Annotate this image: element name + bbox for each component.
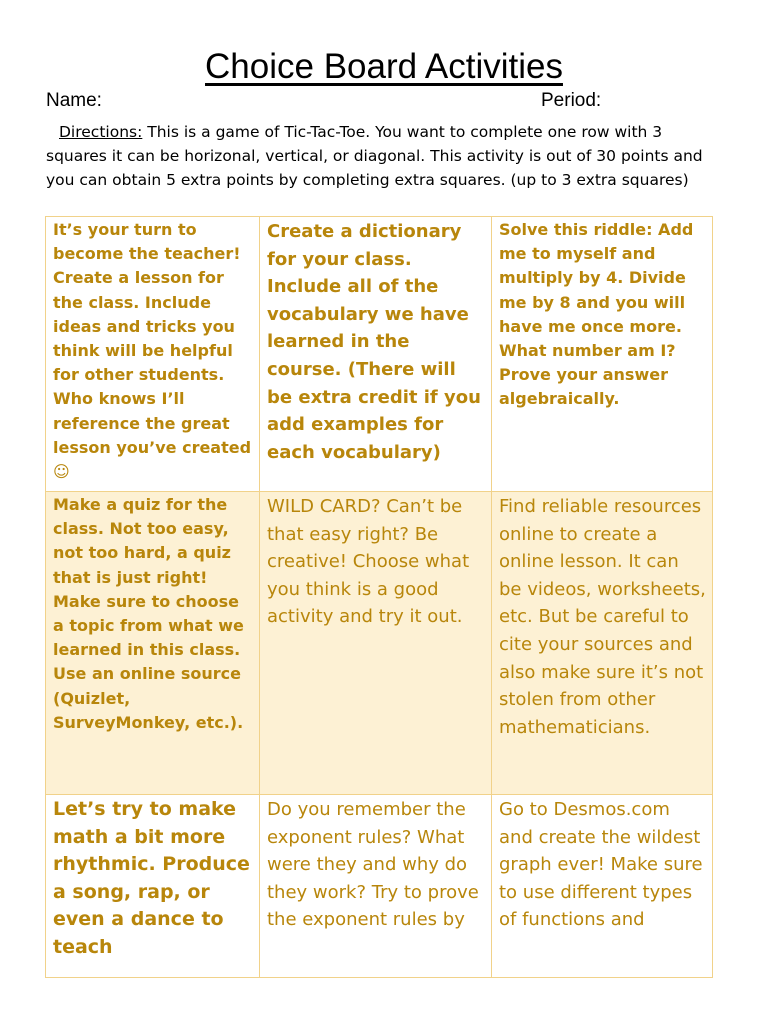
directions-paragraph bbox=[46, 120, 726, 192]
board-row-3 bbox=[46, 795, 713, 978]
square-r1-c1-text: It’s your turn to become the teacher! Create a lesson for the class. Include ideas and tricks you think will be helpful for other students. Who knows I’ll reference the great lesson you’ve created ☺ bbox=[53, 220, 252, 482]
square-r1-c2-text: Create a dictionary for your class. Include all of the vocabulary we have learned in the course. (There will be extra credit if you add examples for each vocabulary) bbox=[267, 221, 481, 463]
square-r2-c3 bbox=[492, 492, 713, 795]
square-r3-c1-text: Let’s try to make math a bit more rhythmic. Produce a song, rap, or even a dance to teach bbox=[53, 798, 250, 958]
page-title: Choice Board Activities bbox=[205, 47, 563, 86]
square-r3-c2 bbox=[260, 795, 492, 978]
board-row-1 bbox=[46, 217, 713, 492]
square-r3-c1 bbox=[46, 795, 260, 978]
directions-text: This is a game of Tic-Tac-Toe. You want to complete one row with 3 squares it can be horizonal, vertical, or diagonal. This activity is out of 30 points and you can obtain 5 extra points by completing extra squares. (up to 3 extra squares) bbox=[46, 123, 703, 189]
square-r2-c3-text: Find reliable resources online to create a online lesson. It can be videos, worksheets, etc. But be careful to cite your sources and also make sure it’s not stolen from other mathematicians. bbox=[499, 496, 706, 738]
period-label: Period: bbox=[541, 90, 602, 111]
square-r3-c3-text: Go to Desmos.com and create the wildest graph ever! Make sure to use different types of functions and bbox=[499, 799, 703, 931]
directions-label: Directions: bbox=[59, 123, 143, 141]
square-r1-c3 bbox=[492, 217, 713, 492]
square-r3-c3 bbox=[492, 795, 713, 978]
square-r2-c2-text: WILD CARD? Can’t be that easy right? Be creative! Choose what you think is a good activity and try it out. bbox=[267, 496, 470, 628]
square-r2-c1 bbox=[46, 492, 260, 795]
name-label: Name: bbox=[46, 90, 102, 111]
board-row-2 bbox=[46, 492, 713, 795]
choice-board-grid bbox=[45, 216, 713, 978]
square-r2-c1-text: Make a quiz for the class. Not too easy, not too hard, a quiz that is just right! Make sure to choose a topic from what we learned in this class. Use an online source (Quizlet, SurveyMonkey, etc.). bbox=[53, 495, 244, 732]
square-r3-c2-text: Do you remember the exponent rules? What were they and why do they work? Try to prove the exponent rules by bbox=[267, 799, 479, 931]
square-r1-c3-text: Solve this riddle: Add me to myself and multiply by 4. Divide me by 8 and you will have me once more. What number am I? Prove your answer algebraically. bbox=[499, 220, 694, 409]
square-r1-c1 bbox=[46, 217, 260, 492]
square-r2-c2 bbox=[260, 492, 492, 795]
square-r1-c2 bbox=[260, 217, 492, 492]
